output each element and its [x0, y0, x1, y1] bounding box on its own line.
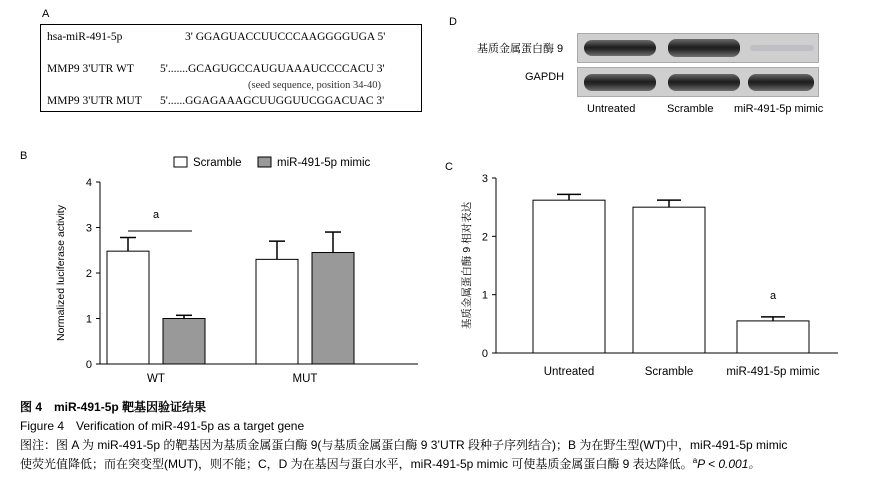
y-tick-label: 3	[85, 222, 92, 235]
caption-line-2	[20, 455, 760, 472]
blot-row-label-mmp9: 基质金属蛋白酶 9	[477, 43, 564, 55]
legend-swatch-mimic	[258, 157, 271, 167]
legend-swatch-scramble	[174, 157, 187, 167]
footnote-text: P < 0.001。	[697, 457, 761, 471]
bar	[633, 207, 705, 353]
mut-utr-name: MMP9 3'UTR MUT	[47, 95, 142, 107]
y-tick-label: 4	[85, 177, 92, 189]
lane-label-scramble: Scramble	[667, 103, 714, 115]
y-tick-label: 1	[481, 289, 488, 302]
mirna-name: hsa-miR-491-5p	[47, 31, 123, 43]
y-axis-label: 基质金属蛋白酶 9 相对表达	[461, 201, 473, 330]
panel-b-letter: B	[20, 150, 28, 162]
x-tick-label: Scramble	[644, 366, 694, 378]
significance-label: a	[152, 209, 160, 221]
mirna-sequence: 3' GGAGUACCUUCCCAAGGGGUGA 5'	[185, 31, 386, 43]
caption-line-2-text: 使荧光值降低；而在突变型(MUT)，则不能；C，D 为在基因与蛋白水平，miR-491-5p mimic 可使基质金属蛋白酶 9 表达降低。	[20, 457, 693, 471]
x-tick-label: miR-491-5p mimic	[726, 366, 820, 378]
bar	[312, 253, 354, 364]
figure-title-cn: 图 4 miR-491-5p 靶基因验证结果	[20, 400, 207, 414]
y-tick-label: 3	[481, 173, 488, 185]
lane-label-untreated: Untreated	[587, 103, 636, 115]
x-tick-label: MUT	[292, 373, 318, 385]
y-tick-label: 2	[85, 268, 92, 280]
relative-expression-bar-chart	[440, 0, 872, 395]
blot-row-label-gapdh: GAPDH	[525, 71, 565, 83]
y-tick-label: 0	[481, 348, 488, 360]
bar	[163, 319, 205, 365]
y-tick-label: 2	[481, 231, 488, 244]
lane-label-mimic: miR-491-5p mimic	[734, 103, 824, 115]
panel-a-letter: A	[42, 8, 50, 20]
wt-utr-sequence: 5'.......GCAGUGCCAUGUAAAUCCCCACU 3'	[160, 63, 385, 75]
x-tick-label: WT	[147, 373, 165, 385]
y-tick-label: 0	[85, 359, 92, 371]
seed-note: (seed sequence, position 34-40)	[248, 80, 381, 91]
caption-line-1: 图注：图 A 为 miR-491-5p 的靶基因为基质金属蛋白酶 9(与基质金属蛋白酶 9 3’UTR 段种子序列结合)；B 为在野生型(WT)中，miR-491-5p mimic	[20, 438, 788, 452]
panel-c-letter: C	[445, 161, 453, 173]
legend-label-scramble: Scramble	[193, 157, 242, 169]
mut-utr-sequence: 5'......GGAGAAAGCUUGGUUCGGACUAC 3'	[160, 95, 385, 107]
y-axis-label: Normalized luciferase activity	[55, 205, 67, 341]
luciferase-bar-chart	[0, 0, 440, 395]
x-tick-label: Untreated	[543, 366, 595, 378]
significance-label: a	[769, 290, 777, 302]
bar	[737, 321, 809, 353]
figure-title-en: Figure 4 Verification of miR-491-5p as a target gene	[20, 419, 305, 433]
bar	[107, 251, 149, 364]
legend-label-mimic: miR-491-5p mimic	[277, 157, 371, 169]
wt-utr-name: MMP9 3'UTR WT	[47, 63, 134, 75]
footnote-mark: a	[692, 456, 698, 465]
bar	[533, 200, 605, 353]
bar	[256, 259, 298, 364]
panel-d-letter: D	[449, 16, 457, 28]
y-tick-label: 1	[85, 313, 92, 326]
